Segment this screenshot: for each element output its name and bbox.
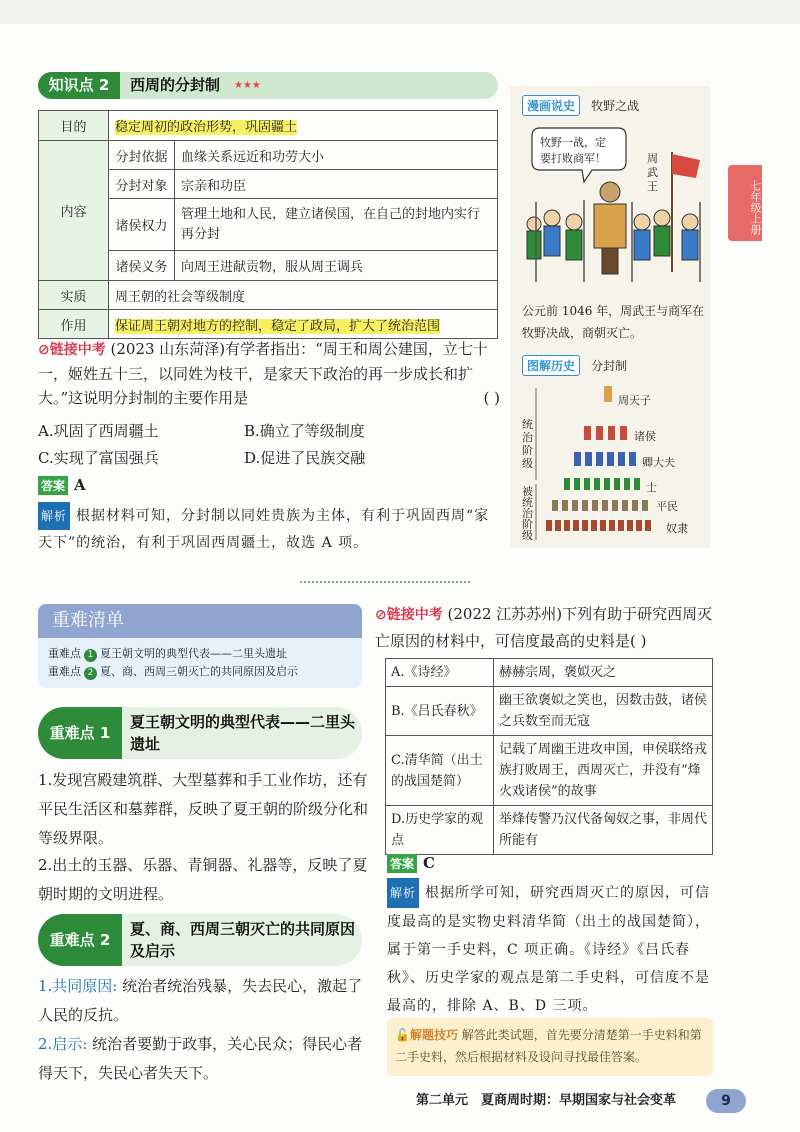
source-b-desc: 幽王欲褒姒之笑也，因数击鼓，诸侯之兵数至而无寇 xyxy=(494,687,713,736)
svg-text:武: 武 xyxy=(647,166,658,179)
duties-label: 诸侯义务 xyxy=(109,251,175,281)
analysis-1 xyxy=(38,502,500,556)
content-label: 内容 xyxy=(39,141,109,281)
svg-text:王: 王 xyxy=(647,180,658,193)
svg-text:牧野一战，定: 牧野一战，定 xyxy=(540,136,606,149)
level-commoners: 平民 xyxy=(656,500,678,513)
ruled-class-label: 被统治阶级 xyxy=(522,485,533,542)
tip-tag: 🔓解题技巧 xyxy=(395,1028,458,1042)
analysis-tag-2: 解析 xyxy=(387,878,419,908)
answer-tag: 答案 xyxy=(38,476,68,495)
link-exam-tag-2: ⊘链接中考 xyxy=(375,607,443,623)
source-b[interactable]: B.《吕氏春秋》 xyxy=(386,687,494,736)
link-exam-tag: ⊘链接中考 xyxy=(38,342,106,358)
key-point-2-reason: 1.共同原因: 统治者统治残暴，失去民心，激起了人民的反抗。 xyxy=(38,977,363,1024)
source-a-desc: 赫赫宗周，褒姒灭之 xyxy=(494,659,713,687)
level-slaves: 奴隶 xyxy=(666,522,688,535)
tip-text: 解答此类试题，首先要分清楚第一手史料和第二手史料，然后根据材料及设问寻找最佳答案。 xyxy=(395,1028,702,1064)
analysis-2 xyxy=(387,878,717,1020)
key-point-2-title: 夏、商、西周三朝灭亡的共同原因及启示 xyxy=(130,920,356,960)
answer-1 xyxy=(38,476,86,495)
answer-2 xyxy=(387,854,435,873)
basis-value: 血缘关系远近和功劳大小 xyxy=(175,141,498,170)
fenfeng-pyramid xyxy=(522,380,707,545)
target-value: 宗亲和功臣 xyxy=(175,170,498,199)
source-c[interactable]: C.清华简（出土的战国楚简） xyxy=(386,736,494,806)
importance-stars: ★★★ xyxy=(234,80,261,91)
solving-tip xyxy=(387,1018,713,1076)
checklist-title: 重难清单 xyxy=(38,604,362,638)
answer-2-value: C xyxy=(423,854,435,872)
basis-label: 分封依据 xyxy=(109,141,175,170)
key-point-1-title: 夏王朝文明的典型代表——二里头遗址 xyxy=(130,713,356,753)
ruling-class-label: 统治阶级 xyxy=(522,418,533,470)
svg-text:要打败商军！: 要打败商军！ xyxy=(540,152,606,165)
diagram-caption: 分封制 xyxy=(591,359,628,373)
level-ministers: 卿大夫 xyxy=(642,456,675,469)
answer-tag-2: 答案 xyxy=(387,854,417,873)
analysis-tag: 解析 xyxy=(38,502,70,530)
diagram-header xyxy=(522,355,627,376)
answer-paren: ( ) xyxy=(483,389,500,407)
level-scholars: 士 xyxy=(646,481,657,494)
level-king: 周天子 xyxy=(618,394,651,407)
goal-value: 稳定周初的政治形势，巩固疆土 xyxy=(109,111,498,141)
checklist-item-1: 重难点 1 夏王朝文明的典型代表——二里头遗址 xyxy=(48,647,287,660)
top-margin xyxy=(0,0,800,24)
page-number: 9 xyxy=(706,1089,746,1113)
comic-description: 公元前 1046 年，周武王与商军在牧野决战，商朝灭亡。 xyxy=(522,304,705,340)
comic-header xyxy=(522,95,639,116)
source-a[interactable]: A.《诗经》 xyxy=(386,659,494,687)
option-c[interactable]: C.实现了富国强兵 xyxy=(38,449,159,467)
effect-value: 保证周王朝对地方的控制，稳定了政局，扩大了统治范围 xyxy=(109,310,498,339)
grade-tab: 七年级上册 xyxy=(728,165,762,241)
option-a[interactable]: A.巩固了西周疆土 xyxy=(38,422,159,440)
option-b[interactable]: B.确立了等级制度 xyxy=(244,422,365,440)
goal-label: 目的 xyxy=(39,111,109,141)
key-point-1-item-1: 1.发现宫殿建筑群、大型墓葬和手工业作坊，还有平民生活区和墓葬群，反映了夏王朝的阶级分化和等级界限。 xyxy=(38,771,369,847)
question-1 xyxy=(38,337,500,410)
key-point-1-label: 重难点 1 xyxy=(38,707,122,759)
comic-caption: 牧野之战 xyxy=(591,99,640,113)
source-c-desc: 记载了周幽王进攻申国，申侯联络戎族打败周王，西周灭亡，并没有“烽火戏诸侯”的故事 xyxy=(494,736,713,806)
essence-value: 周王朝的社会等级制度 xyxy=(109,281,498,310)
key-point-2-label: 重难点 2 xyxy=(38,914,122,966)
analysis-1-text: 根据材料可知，分封制以同姓贵族为主体，有利于巩固西周“家天下”的统治，有利于巩固西周疆土，故选 A 项。 xyxy=(38,508,490,551)
checklist-item-2: 重难点 2 夏、商、西周三朝灭亡的共同原因及启示 xyxy=(48,665,298,678)
rights-value: 管理土地和人民，建立诸侯国，在自己的封地内实行再分封 xyxy=(175,199,498,251)
key-point-1-item-2: 2.出土的玉器、乐器、青铜器、礼器等，反映了夏朝时期的文明进程。 xyxy=(38,856,368,903)
number-1-icon: 1 xyxy=(84,649,97,662)
section-divider xyxy=(300,581,470,585)
rights-label: 诸侯权力 xyxy=(109,199,175,251)
source-d-desc: 举烽传警乃汉代备匈奴之事，非周代所能有 xyxy=(494,806,713,855)
question-2 xyxy=(375,601,715,654)
comic-tag: 漫画说史 xyxy=(522,95,580,116)
muye-battle-illustration xyxy=(522,122,707,294)
fenfeng-table xyxy=(38,110,498,339)
footer-unit-title: 第二单元 夏商周时期：早期国家与社会变革 xyxy=(416,1093,677,1108)
key-point-2-insight: 2.启示: 统治者要勤于政事，关心民众；得民心者得天下，失民心者失天下。 xyxy=(38,1035,363,1082)
source-d[interactable]: D.历史学家的观点 xyxy=(386,806,494,855)
svg-text:周: 周 xyxy=(647,152,658,165)
analysis-2-text: 根据所学可知，研究西周灭亡的原因，可信度最高的是实物史料清华简（出土的战国楚简），属于第一手史料，C 项正确。《诗经》《吕氏春秋》、历史学家的观点是第二手史料，可信度不是最高的，排除 A、B、D 三项。 xyxy=(387,885,711,1014)
question-1-text: (2023 山东菏泽)有学者指出：“周王和周公建国，立七十一，姬姓五十三，以同姓为枝干，是家天下政治的再一步成长和扩大。”这说明分封制的主要作用是 xyxy=(38,340,488,407)
duties-value: 向周王进献贡物，服从周王调兵 xyxy=(175,251,498,281)
option-d[interactable]: D.促进了民族交融 xyxy=(244,449,366,467)
essence-label: 实质 xyxy=(39,281,109,310)
level-lords: 诸侯 xyxy=(634,430,656,443)
answer-1-value: A xyxy=(74,476,86,494)
target-label: 分封对象 xyxy=(109,170,175,199)
knowledge-point-title: 西周的分封制 xyxy=(130,76,221,94)
source-table xyxy=(385,658,713,855)
effect-label: 作用 xyxy=(39,310,109,339)
knowledge-point-label: 知识点 2 xyxy=(38,72,120,99)
diagram-tag: 图解历史 xyxy=(522,355,580,376)
number-2-icon: 2 xyxy=(84,667,97,680)
question-2-text: (2022 江苏苏州)下列有助于研究西周灭亡原因的材料中，可信度最高的史料是( ) xyxy=(375,605,713,650)
